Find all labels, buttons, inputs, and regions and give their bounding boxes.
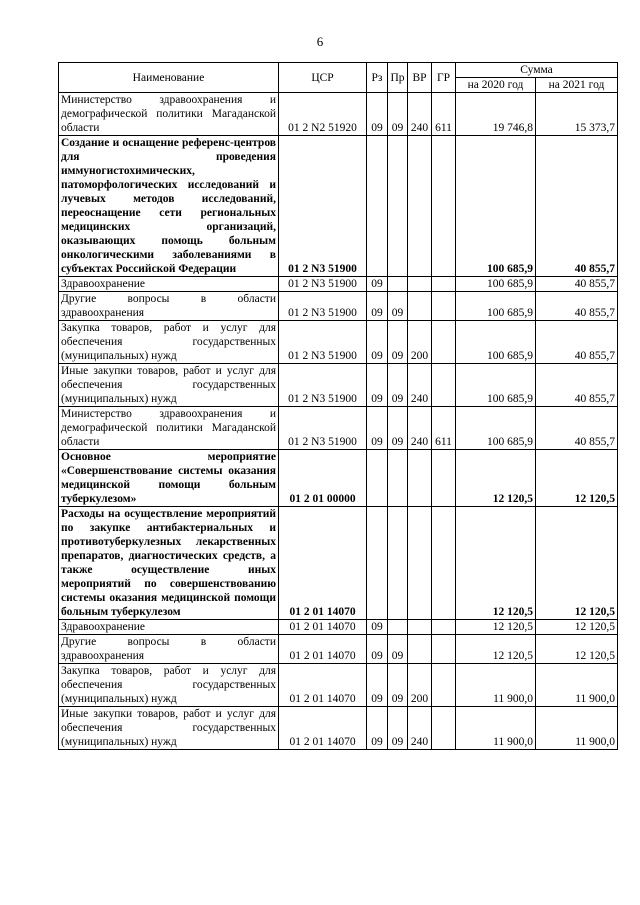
cell-rz: 09 — [367, 635, 388, 664]
table-row — [59, 620, 618, 635]
cell-pr: 09 — [388, 664, 408, 707]
cell-vr: 200 — [408, 664, 432, 707]
table-row — [59, 136, 618, 277]
cell-rz: 09 — [367, 321, 388, 364]
cell-vr: 240 — [408, 707, 432, 750]
header-rz: Рз — [367, 63, 388, 93]
cell-sum-2020: 19 746,8 — [456, 93, 536, 136]
table-row — [59, 407, 618, 450]
cell-csr: 01 2 01 14070 — [279, 507, 367, 620]
table-row — [59, 664, 618, 707]
cell-sum-2021: 11 900,0 — [536, 707, 618, 750]
cell-sum-2021: 11 900,0 — [536, 664, 618, 707]
header-gr: ГР — [432, 63, 456, 93]
cell-rz: 09 — [367, 93, 388, 136]
cell-gr — [432, 292, 456, 321]
header-name: Наименование — [59, 63, 279, 93]
cell-pr: 09 — [388, 707, 408, 750]
cell-csr: 01 2 01 00000 — [279, 450, 367, 507]
cell-csr: 01 2 N3 51900 — [279, 277, 367, 292]
cell-gr — [432, 450, 456, 507]
cell-sum-2021: 40 855,7 — [536, 407, 618, 450]
cell-csr: 01 2 N3 51900 — [279, 321, 367, 364]
cell-sum-2020: 100 685,9 — [456, 292, 536, 321]
cell-pr: 09 — [388, 292, 408, 321]
table-row — [59, 321, 618, 364]
cell-gr — [432, 635, 456, 664]
cell-vr: 240 — [408, 93, 432, 136]
cell-vr — [408, 507, 432, 620]
cell-gr: 611 — [432, 407, 456, 450]
cell-rz — [367, 136, 388, 277]
cell-gr — [432, 620, 456, 635]
cell-sum-2020: 100 685,9 — [456, 321, 536, 364]
header-csr: ЦСР — [279, 63, 367, 93]
cell-sum-2021: 12 120,5 — [536, 450, 618, 507]
cell-sum-2021: 40 855,7 — [536, 136, 618, 277]
cell-pr: 09 — [388, 93, 408, 136]
cell-pr — [388, 620, 408, 635]
cell-csr: 01 2 01 14070 — [279, 664, 367, 707]
cell-sum-2021: 40 855,7 — [536, 292, 618, 321]
cell-pr — [388, 277, 408, 292]
cell-sum-2021: 40 855,7 — [536, 364, 618, 407]
cell-vr: 200 — [408, 321, 432, 364]
cell-rz: 09 — [367, 620, 388, 635]
table-row — [59, 507, 618, 620]
cell-pr: 09 — [388, 635, 408, 664]
cell-name: Другие вопросы в области здравоохранения — [59, 635, 279, 664]
cell-sum-2020: 12 120,5 — [456, 507, 536, 620]
cell-sum-2021: 12 120,5 — [536, 507, 618, 620]
cell-sum-2021: 12 120,5 — [536, 620, 618, 635]
cell-gr — [432, 321, 456, 364]
cell-sum-2020: 100 685,9 — [456, 136, 536, 277]
cell-sum-2021: 15 373,7 — [536, 93, 618, 136]
cell-pr: 09 — [388, 364, 408, 407]
budget-table — [58, 62, 618, 750]
cell-csr: 01 2 N2 51920 — [279, 93, 367, 136]
cell-gr — [432, 364, 456, 407]
header-year-2020: на 2020 год — [456, 78, 536, 93]
cell-name: Министерство здравоохранения и демографической политики Магаданской области — [59, 407, 279, 450]
cell-vr — [408, 292, 432, 321]
table-row — [59, 450, 618, 507]
cell-sum-2020: 11 900,0 — [456, 664, 536, 707]
cell-name: Здравоохранение — [59, 277, 279, 292]
cell-rz: 09 — [367, 292, 388, 321]
cell-vr — [408, 620, 432, 635]
cell-gr — [432, 277, 456, 292]
cell-name: Министерство здравоохранения и демографической политики Магаданской области — [59, 93, 279, 136]
cell-name: Основное мероприятие «Совершенствование системы оказания медицинской помощи больным туберкулезом» — [59, 450, 279, 507]
cell-sum-2020: 100 685,9 — [456, 407, 536, 450]
cell-name: Закупка товаров, работ и услуг для обеспечения государственных (муниципальных) нужд — [59, 664, 279, 707]
cell-sum-2021: 12 120,5 — [536, 635, 618, 664]
cell-csr: 01 2 N3 51900 — [279, 136, 367, 277]
cell-pr — [388, 450, 408, 507]
header-sum: Сумма — [456, 63, 618, 78]
table-row — [59, 93, 618, 136]
cell-sum-2021: 40 855,7 — [536, 321, 618, 364]
cell-gr — [432, 664, 456, 707]
cell-pr: 09 — [388, 321, 408, 364]
cell-name: Иные закупки товаров, работ и услуг для обеспечения государственных (муниципальных) нужд — [59, 364, 279, 407]
cell-gr — [432, 707, 456, 750]
table-row — [59, 635, 618, 664]
cell-csr: 01 2 01 14070 — [279, 707, 367, 750]
cell-gr — [432, 136, 456, 277]
cell-vr — [408, 635, 432, 664]
header-vr: ВР — [408, 63, 432, 93]
header-year-2021: на 2021 год — [536, 78, 618, 93]
cell-csr: 01 2 N3 51900 — [279, 364, 367, 407]
cell-rz — [367, 450, 388, 507]
table-row — [59, 292, 618, 321]
cell-name: Расходы на осуществление мероприятий по закупке антибактериальных и противотуберкулезных лекарственных препаратов, диагностических средств, а также осуществление иных мероприятий по совершенствованию системы оказания медицинской помощи больным туберкулезом — [59, 507, 279, 620]
cell-sum-2020: 100 685,9 — [456, 277, 536, 292]
cell-vr — [408, 136, 432, 277]
page-number: 6 — [316, 34, 324, 49]
cell-sum-2020: 12 120,5 — [456, 635, 536, 664]
cell-name: Создание и оснащение референс-центров для проведения иммуногистохимических, патоморфологических исследований и лучевых методов исследований, переоснащение сети региональных медицинских организаций, оказывающих помощь больным онкологическими заболеваниями в субъектах Российской Федерации — [59, 136, 279, 277]
cell-sum-2020: 11 900,0 — [456, 707, 536, 750]
cell-sum-2020: 100 685,9 — [456, 364, 536, 407]
cell-pr — [388, 507, 408, 620]
cell-rz: 09 — [367, 364, 388, 407]
cell-gr — [432, 507, 456, 620]
header-pr: Пр — [388, 63, 408, 93]
cell-csr: 01 2 N3 51900 — [279, 407, 367, 450]
cell-name: Другие вопросы в области здравоохранения — [59, 292, 279, 321]
cell-pr: 09 — [388, 407, 408, 450]
cell-sum-2020: 12 120,5 — [456, 450, 536, 507]
cell-gr: 611 — [432, 93, 456, 136]
cell-name: Закупка товаров, работ и услуг для обеспечения государственных (муниципальных) нужд — [59, 321, 279, 364]
cell-sum-2020: 12 120,5 — [456, 620, 536, 635]
cell-vr: 240 — [408, 364, 432, 407]
table-row — [59, 277, 618, 292]
cell-rz: 09 — [367, 277, 388, 292]
table-row — [59, 707, 618, 750]
cell-rz — [367, 507, 388, 620]
cell-pr — [388, 136, 408, 277]
table-body — [59, 93, 618, 750]
cell-rz: 09 — [367, 707, 388, 750]
cell-rz: 09 — [367, 407, 388, 450]
cell-csr: 01 2 01 14070 — [279, 635, 367, 664]
table-header — [59, 63, 618, 93]
cell-name: Здравоохранение — [59, 620, 279, 635]
cell-rz: 09 — [367, 664, 388, 707]
cell-vr: 240 — [408, 407, 432, 450]
cell-csr: 01 2 N3 51900 — [279, 292, 367, 321]
cell-name: Иные закупки товаров, работ и услуг для обеспечения государственных (муниципальных) нужд — [59, 707, 279, 750]
table-row — [59, 364, 618, 407]
cell-vr — [408, 277, 432, 292]
cell-vr — [408, 450, 432, 507]
cell-sum-2021: 40 855,7 — [536, 277, 618, 292]
cell-csr: 01 2 01 14070 — [279, 620, 367, 635]
